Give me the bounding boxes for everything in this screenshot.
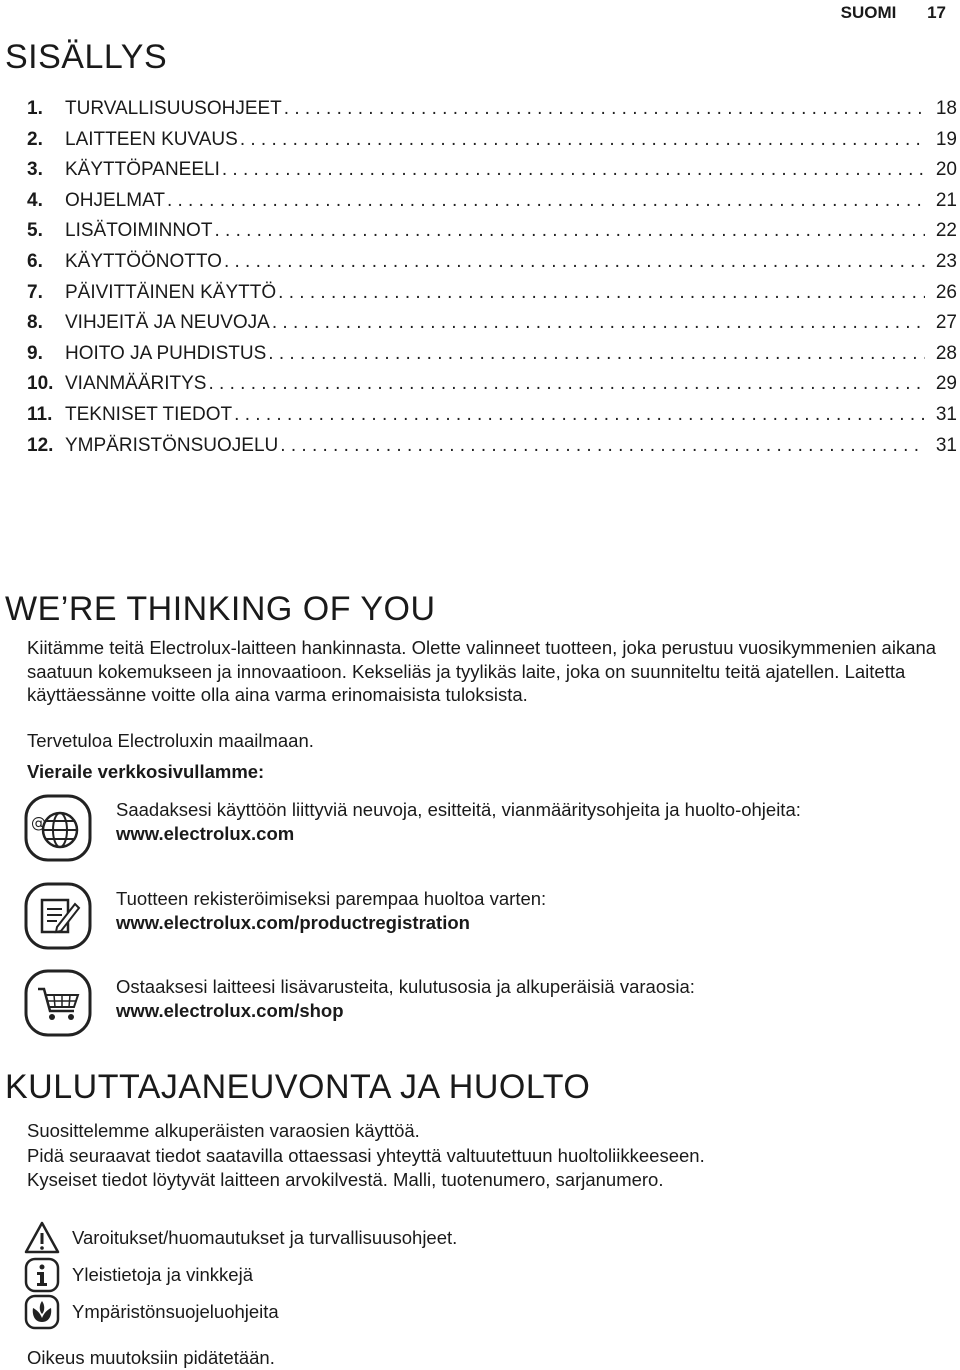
toc-item[interactable]	[27, 312, 957, 343]
care-line-2: Pidä seuraavat tiedot saatavilla ottaessasi yhteyttä valtuutettuun huoltoliikkeeseen.	[27, 1144, 705, 1166]
toc-item-page: 28	[935, 342, 957, 364]
toc-item[interactable]	[27, 220, 957, 251]
website-link-url[interactable]: www.electrolux.com	[116, 823, 295, 844]
toc-item[interactable]	[27, 404, 957, 435]
toc-item-label: TURVALLISUUSOHJEET	[65, 98, 282, 119]
toc-item[interactable]	[27, 373, 957, 404]
toc-item-label: LISÄTOIMINNOT	[65, 220, 213, 242]
toc-item-number: 10.	[27, 373, 54, 395]
toc-item-page: 21	[935, 189, 957, 211]
toc-item-label: LAITTEEN KUVAUS	[65, 128, 238, 150]
toc-item-label: YMPÄRISTÖNSUOJELU	[65, 434, 279, 456]
toc-item-number: 3.	[27, 159, 43, 181]
toc-item-page: 27	[935, 312, 957, 334]
visit-website-label: Vieraile verkkosivullamme:	[27, 761, 265, 782]
toc-leader-dots	[167, 190, 925, 212]
welcome-text: Tervetuloa Electroluxin maailmaan.	[27, 730, 314, 751]
legend-warning-text: Varoitukset/huomautukset ja turvallisuusohjeet.	[72, 1227, 458, 1248]
toc-item-page: 31	[935, 434, 957, 456]
toc-item[interactable]	[27, 159, 957, 190]
toc-item-label: KÄYTTÖÖNOTTO	[65, 250, 222, 272]
toc-item-number: 12.	[27, 434, 54, 456]
toc-leader-dots	[278, 282, 925, 304]
toc-leader-dots	[224, 251, 925, 273]
legend-environment	[24, 1294, 279, 1330]
table-of-contents	[27, 98, 957, 465]
toc-leader-dots	[268, 343, 925, 365]
toc-item-label: OHJELMAT	[65, 189, 165, 211]
toc-item-label: KÄYTTÖPANEELI	[65, 159, 220, 181]
toc-item-page: 23	[935, 250, 957, 272]
toc-item-label: VIHJEITÄ JA NEUVOJA	[65, 312, 270, 334]
toc-item[interactable]	[27, 251, 957, 282]
care-line-3: Kyseiset tiedot löytyvät laitteen arvokilvestä. Malli, tuotenumero, sarjanumero.	[27, 1169, 664, 1190]
svg-text:@: @	[31, 814, 46, 832]
toc-leader-dots	[280, 435, 925, 457]
legend-warning	[24, 1220, 457, 1256]
globe-icon	[24, 794, 92, 862]
toc-item-page: 26	[935, 281, 957, 303]
page-number: 17	[927, 3, 946, 22]
shop-link-block	[116, 975, 946, 1023]
legend-info-text: Yleistietoja ja vinkkejä	[72, 1264, 253, 1285]
toc-item-number: 6.	[27, 250, 43, 272]
toc-leader-dots	[234, 404, 925, 426]
toc-item[interactable]	[27, 98, 957, 129]
shop-link-text: Ostaaksesi laitteesi lisävarusteita, kulutusosia ja alkuperäisiä varaosia:	[116, 976, 695, 997]
care-title: KULUTTAJANEUVONTA JA HUOLTO	[5, 1068, 591, 1106]
registration-link-text: Tuotteen rekisteröimiseksi parempaa huoltoa varten:	[116, 888, 547, 909]
toc-item-number: 11.	[27, 403, 53, 425]
toc-leader-dots	[214, 220, 925, 242]
toc-item-number: 5.	[27, 220, 43, 242]
toc-item[interactable]	[27, 282, 957, 313]
toc-title: SISÄLLYS	[5, 38, 168, 76]
toc-item-label: TEKNISET TIEDOT	[65, 403, 233, 425]
language-label: SUOMI	[840, 3, 897, 22]
toc-item-number: 4.	[27, 189, 43, 211]
toc-item-number: 2.	[27, 128, 43, 150]
toc-item-page: 20	[935, 159, 957, 181]
environment-icon	[24, 1294, 60, 1330]
legend-environment-text: Ympäristönsuojeluohjeita	[72, 1301, 279, 1322]
shopping-cart-icon	[24, 969, 92, 1037]
website-link-block	[116, 798, 946, 846]
info-icon	[24, 1257, 60, 1293]
intro-paragraph: Kiitämme teitä Electrolux-laitteen hankinnasta. Olette valinneet tuotteen, joka perustuu vuosikymmenien aikana saatuun kokemukseen ja innovaatioon. Kekseliäs ja tyylikäs laite, joka on suunniteltu teitä ajatellen. Laitetta käyttäessänne voitte olla aina varma erinomaisista tuloksista.	[27, 637, 937, 705]
toc-item-page: 19	[935, 128, 957, 150]
toc-item-label: HOITO JA PUHDISTUS	[65, 342, 267, 364]
toc-item-number: 1.	[27, 98, 43, 119]
toc-item-page: 29	[935, 373, 957, 395]
toc-item-number: 9.	[27, 342, 43, 364]
registration-link-block	[116, 887, 946, 935]
toc-item[interactable]	[27, 343, 957, 374]
toc-item-page: 22	[935, 220, 957, 242]
toc-item-label: PÄIVITTÄINEN KÄYTTÖ	[65, 281, 277, 303]
page-header	[841, 3, 946, 23]
toc-item-page: 31	[935, 403, 957, 425]
toc-item[interactable]	[27, 129, 957, 160]
registration-link-url[interactable]: www.electrolux.com/productregistration	[116, 912, 470, 933]
registration-icon	[24, 882, 92, 950]
legend-info	[24, 1257, 253, 1293]
toc-item-label: VIANMÄÄRITYS	[65, 373, 207, 395]
footer-note: Oikeus muutoksiin pidätetään.	[27, 1347, 275, 1368]
shop-link-url[interactable]: www.electrolux.com/shop	[116, 1000, 344, 1021]
toc-leader-dots	[208, 373, 925, 395]
toc-item-number: 7.	[27, 281, 43, 303]
toc-leader-dots	[284, 98, 925, 120]
website-link-text: Saadaksesi käyttöön liittyviä neuvoja, esitteitä, vianmääritysohjeita ja huolto-ohjeita:	[116, 799, 801, 820]
thinking-title: WE’RE THINKING OF YOU	[5, 590, 436, 628]
toc-leader-dots	[272, 312, 925, 334]
toc-item-page: 18	[935, 98, 957, 119]
care-paragraph	[27, 1119, 947, 1193]
care-line-1: Suosittelemme alkuperäisten varaosien käyttöä.	[27, 1120, 420, 1141]
toc-item-number: 8.	[27, 312, 43, 334]
toc-item[interactable]	[27, 190, 957, 221]
toc-leader-dots	[240, 129, 925, 151]
toc-item[interactable]	[27, 435, 957, 466]
warning-icon	[24, 1220, 60, 1256]
toc-leader-dots	[222, 159, 925, 181]
